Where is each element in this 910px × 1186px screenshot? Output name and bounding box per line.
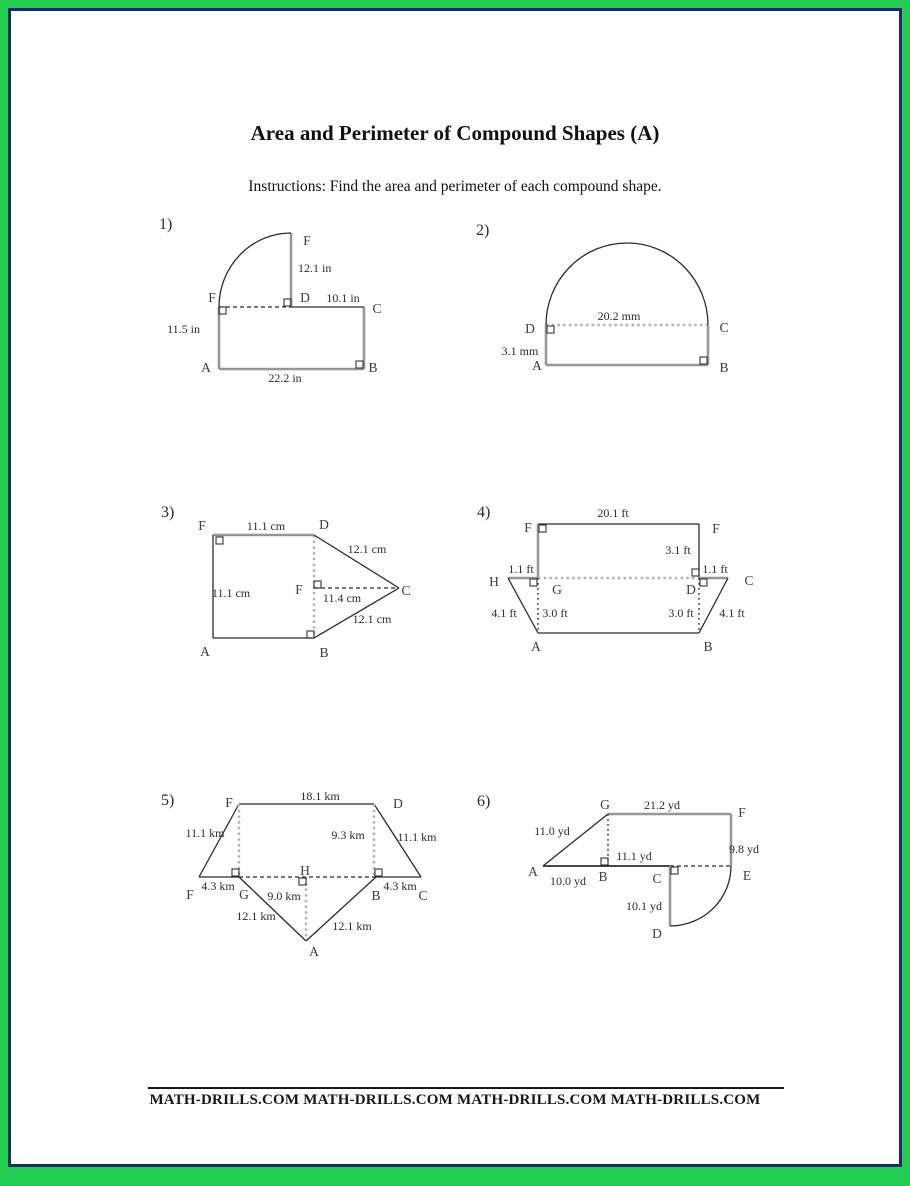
measurement-label: 11.1 km xyxy=(397,830,437,844)
vertex-label: B xyxy=(703,639,713,654)
figure-1 xyxy=(159,216,382,385)
right-angle-marker xyxy=(692,569,699,576)
vertex-label: A xyxy=(201,360,211,375)
measurement-label: 12.1 in xyxy=(298,261,332,275)
vertex-label: C xyxy=(652,871,662,886)
instructions-text: Instructions: Find the area and perimeter of each compound shape. xyxy=(248,178,662,195)
vertex-label: F xyxy=(225,795,233,810)
right-angle-marker xyxy=(601,858,608,865)
vertex-label: A xyxy=(531,639,541,654)
figure-4 xyxy=(477,504,754,654)
measurement-label: 9.8 yd xyxy=(729,842,759,856)
measurement-label: 11.1 cm xyxy=(211,586,251,600)
problem-number: 2) xyxy=(476,222,490,239)
problem-number: 6) xyxy=(477,793,491,810)
vertex-label: G xyxy=(600,797,610,812)
measurement-label: 4.1 ft xyxy=(491,606,517,620)
problem-number: 5) xyxy=(161,792,175,809)
figure-6 xyxy=(477,793,759,941)
vertex-label: F xyxy=(738,805,746,820)
measurement-label: 4.3 km xyxy=(201,879,235,893)
right-angle-marker xyxy=(356,361,363,368)
measurement-label: 4.1 ft xyxy=(719,606,745,620)
right-angle-marker xyxy=(375,869,382,876)
problem-number: 4) xyxy=(477,504,491,521)
measurement-label: 11.5 in xyxy=(167,322,200,336)
vertex-label: H xyxy=(300,863,310,878)
right-angle-marker xyxy=(547,326,554,333)
measurement-label: 3.1 mm xyxy=(501,344,539,358)
vertex-label: F xyxy=(208,290,216,305)
vertex-label: H xyxy=(489,574,499,589)
problem-number: 3) xyxy=(161,504,175,521)
measurement-label: 9.3 km xyxy=(331,828,365,842)
vertex-label: D xyxy=(300,290,310,305)
vertex-label: F xyxy=(295,582,303,597)
vertex-label: A xyxy=(309,944,319,959)
vertex-label: D xyxy=(686,582,696,597)
right-angle-marker xyxy=(539,525,546,532)
worksheet-sheet xyxy=(8,8,902,1167)
measurement-label: 20.1 ft xyxy=(597,506,629,520)
vertex-label: F xyxy=(712,521,720,536)
shape-arc xyxy=(670,866,731,926)
measurement-label: 11.4 cm xyxy=(322,591,362,605)
vertex-label: D xyxy=(525,321,535,336)
vertex-label: B xyxy=(368,360,378,375)
vertex-label: B xyxy=(719,360,729,375)
vertex-label: E xyxy=(742,868,752,883)
figure-3 xyxy=(161,504,411,660)
vertex-label: D xyxy=(393,796,403,811)
measurement-label: 3.0 ft xyxy=(668,606,694,620)
measurement-label: 10.1 yd xyxy=(626,899,662,913)
vertex-label: C xyxy=(418,888,428,903)
page-title: Area and Perimeter of Compound Shapes (A) xyxy=(250,121,660,145)
vertex-label: A xyxy=(200,644,210,659)
measurement-label: 3.0 ft xyxy=(542,606,568,620)
measurement-label: 11.1 cm xyxy=(246,519,286,533)
measurement-label: 10.0 yd xyxy=(550,874,586,888)
measurement-label: 12.1 km xyxy=(332,919,372,933)
vertex-label: G xyxy=(239,887,249,902)
vertex-label: F xyxy=(186,887,194,902)
figure-2 xyxy=(476,222,729,375)
vertex-label: F xyxy=(524,520,532,535)
right-angle-marker xyxy=(530,579,537,586)
vertex-label: A xyxy=(532,358,542,373)
measurement-label: 3.1 ft xyxy=(665,543,691,557)
measurement-label: 11.1 yd xyxy=(616,849,652,863)
measurement-label: 22.2 in xyxy=(268,371,302,385)
shape-edge xyxy=(543,814,608,866)
right-angle-marker xyxy=(671,867,678,874)
vertex-label: D xyxy=(319,517,329,532)
measurement-label: 10.1 in xyxy=(326,291,360,305)
measurement-label: 12.1 cm xyxy=(347,542,387,556)
vertex-label: F xyxy=(198,518,206,533)
measurement-label: 1.1 ft xyxy=(508,562,534,576)
vertex-label: B xyxy=(319,645,329,660)
figure-5 xyxy=(161,789,437,959)
vertex-label: F xyxy=(303,233,311,248)
right-angle-marker xyxy=(700,357,707,364)
vertex-label: C xyxy=(744,573,754,588)
measurement-label: 21.2 yd xyxy=(644,798,680,812)
vertex-label: C xyxy=(719,320,729,335)
measurement-label: 12.1 cm xyxy=(352,612,392,626)
shape-edge xyxy=(199,804,239,877)
vertex-label: D xyxy=(652,926,662,941)
measurement-label: 1.1 ft xyxy=(702,562,728,576)
right-angle-marker xyxy=(216,537,223,544)
measurement-label: 11.1 km xyxy=(185,826,225,840)
vertex-label: G xyxy=(552,582,562,597)
right-angle-marker xyxy=(700,579,707,586)
shape-arc xyxy=(219,233,291,307)
figures-canvas xyxy=(11,11,910,1186)
vertex-label: A xyxy=(528,864,538,879)
footer-divider xyxy=(148,1087,784,1089)
measurement-label: 9.0 km xyxy=(267,889,301,903)
vertex-label: C xyxy=(372,301,382,316)
vertex-label: C xyxy=(401,583,411,598)
measurement-label: 18.1 km xyxy=(300,789,340,803)
footer-watermark: MATH-DRILLS.COM MATH-DRILLS.COM MATH-DRILLS.COM MATH-DRILLS.COM xyxy=(149,1092,761,1108)
vertex-label: B xyxy=(598,869,608,884)
vertex-label: B xyxy=(371,888,381,903)
measurement-label: 12.1 km xyxy=(236,909,276,923)
measurement-label: 4.3 km xyxy=(383,879,417,893)
problem-number: 1) xyxy=(159,216,173,233)
measurement-label: 20.2 mm xyxy=(597,309,641,323)
measurement-label: 11.0 yd xyxy=(534,824,570,838)
